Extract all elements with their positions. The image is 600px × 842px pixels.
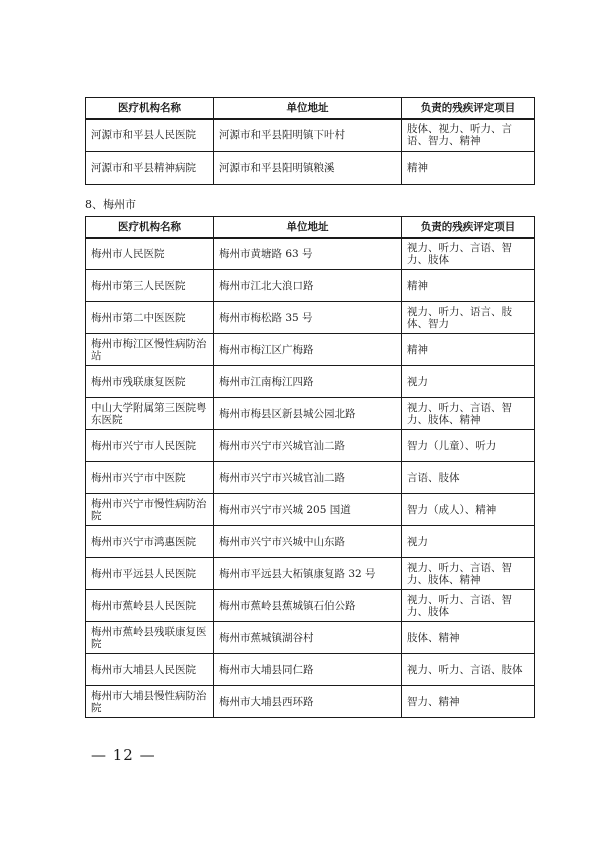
institution-address: 河源市和平县阳明镇粮溪	[214, 152, 402, 185]
table-row	[86, 270, 535, 302]
institution-table-heyuan	[85, 97, 535, 185]
institution-address: 河源市和平县阳明镇下叶村	[214, 119, 402, 152]
assessment-items: 言语、肢体	[402, 462, 535, 494]
institution-address: 梅州市梅松路 35 号	[214, 302, 402, 334]
institution-name: 梅州市人民医院	[86, 238, 214, 270]
assessment-items: 视力、听力、言语、智力、肢体、精神	[402, 558, 535, 590]
institution-address: 梅州市江南梅江四路	[214, 366, 402, 398]
assessment-items: 视力	[402, 366, 535, 398]
table-row	[86, 494, 535, 526]
table-row	[86, 462, 535, 494]
institution-address: 梅州市兴宁市兴城官汕二路	[214, 462, 402, 494]
table-row	[86, 238, 535, 270]
institution-name: 中山大学附属第三医院粤东医院	[86, 398, 214, 430]
table-row	[86, 302, 535, 334]
assessment-items: 视力	[402, 526, 535, 558]
institution-name: 梅州市蕉岭县人民医院	[86, 590, 214, 622]
table-row	[86, 558, 535, 590]
institution-name: 梅州市兴宁市人民医院	[86, 430, 214, 462]
table-row	[86, 526, 535, 558]
institution-address: 梅州市黄塘路 63 号	[214, 238, 402, 270]
institution-name: 梅州市兴宁市慢性病防治院	[86, 494, 214, 526]
table-header-row	[86, 98, 535, 119]
assessment-items: 视力、听力、言语、智力、肢体	[402, 238, 535, 270]
institution-name: 梅州市蕉岭县残联康复医院	[86, 622, 214, 654]
institution-name: 梅州市第二中医医院	[86, 302, 214, 334]
header-address: 单位地址	[214, 217, 402, 238]
institution-address: 梅州市大埔县同仁路	[214, 654, 402, 686]
assessment-items: 视力、听力、言语、智力、肢体、精神	[402, 398, 535, 430]
assessment-items: 肢体、精神	[402, 622, 535, 654]
table-row	[86, 590, 535, 622]
assessment-items: 智力（成人）、精神	[402, 494, 535, 526]
institution-address: 梅州市兴宁市兴城官汕二路	[214, 430, 402, 462]
table-row	[86, 622, 535, 654]
table-row	[86, 152, 535, 185]
institution-address: 梅州市兴宁市兴城 205 国道	[214, 494, 402, 526]
institution-address: 梅州市梅县区新县城公园北路	[214, 398, 402, 430]
assessment-items: 视力、听力、言语、肢体	[402, 654, 535, 686]
assessment-items: 精神	[402, 152, 535, 185]
assessment-items: 视力、听力、语言、肢体、智力	[402, 302, 535, 334]
assessment-items: 智力（儿童）、听力	[402, 430, 535, 462]
institution-name: 河源市和平县人民医院	[86, 119, 214, 152]
header-assessment-items: 负责的残疾评定项目	[402, 98, 535, 119]
header-institution-name: 医疗机构名称	[86, 217, 214, 238]
page-number: — 12 —	[91, 746, 156, 764]
institution-address: 梅州市梅江区广梅路	[214, 334, 402, 366]
header-address: 单位地址	[214, 98, 402, 119]
assessment-items: 视力、听力、言语、智力、肢体	[402, 590, 535, 622]
institution-address: 梅州市蕉岭县蕉城镇石伯公路	[214, 590, 402, 622]
table-header-row	[86, 217, 535, 238]
institution-name: 梅州市兴宁市鸿惠医院	[86, 526, 214, 558]
assessment-items: 肢体、视力、听力、言语、智力、精神	[402, 119, 535, 152]
institution-table-meizhou	[85, 216, 535, 718]
table-row	[86, 334, 535, 366]
table-row	[86, 430, 535, 462]
institution-name: 梅州市大埔县人民医院	[86, 654, 214, 686]
institution-name: 梅州市大埔县慢性病防治院	[86, 686, 214, 718]
assessment-items: 智力、精神	[402, 686, 535, 718]
institution-address: 梅州市蕉城镇湖谷村	[214, 622, 402, 654]
institution-name: 梅州市梅江区慢性病防治站	[86, 334, 214, 366]
table-row	[86, 366, 535, 398]
institution-name: 河源市和平县精神病院	[86, 152, 214, 185]
institution-address: 梅州市江北大浪口路	[214, 270, 402, 302]
section-title-meizhou: 8、梅州市	[85, 198, 136, 211]
table-row	[86, 686, 535, 718]
institution-name: 梅州市平远县人民医院	[86, 558, 214, 590]
institution-address: 梅州市平远县大柘镇康复路 32 号	[214, 558, 402, 590]
institution-name: 梅州市第三人民医院	[86, 270, 214, 302]
header-institution-name: 医疗机构名称	[86, 98, 214, 119]
institution-name: 梅州市兴宁市中医院	[86, 462, 214, 494]
institution-address: 梅州市兴宁市兴城中山东路	[214, 526, 402, 558]
assessment-items: 精神	[402, 334, 535, 366]
assessment-items: 精神	[402, 270, 535, 302]
table-row	[86, 119, 535, 152]
institution-address: 梅州市大埔县西环路	[214, 686, 402, 718]
institution-name: 梅州市残联康复医院	[86, 366, 214, 398]
table-row	[86, 398, 535, 430]
header-assessment-items: 负责的残疾评定项目	[402, 217, 535, 238]
table-row	[86, 654, 535, 686]
